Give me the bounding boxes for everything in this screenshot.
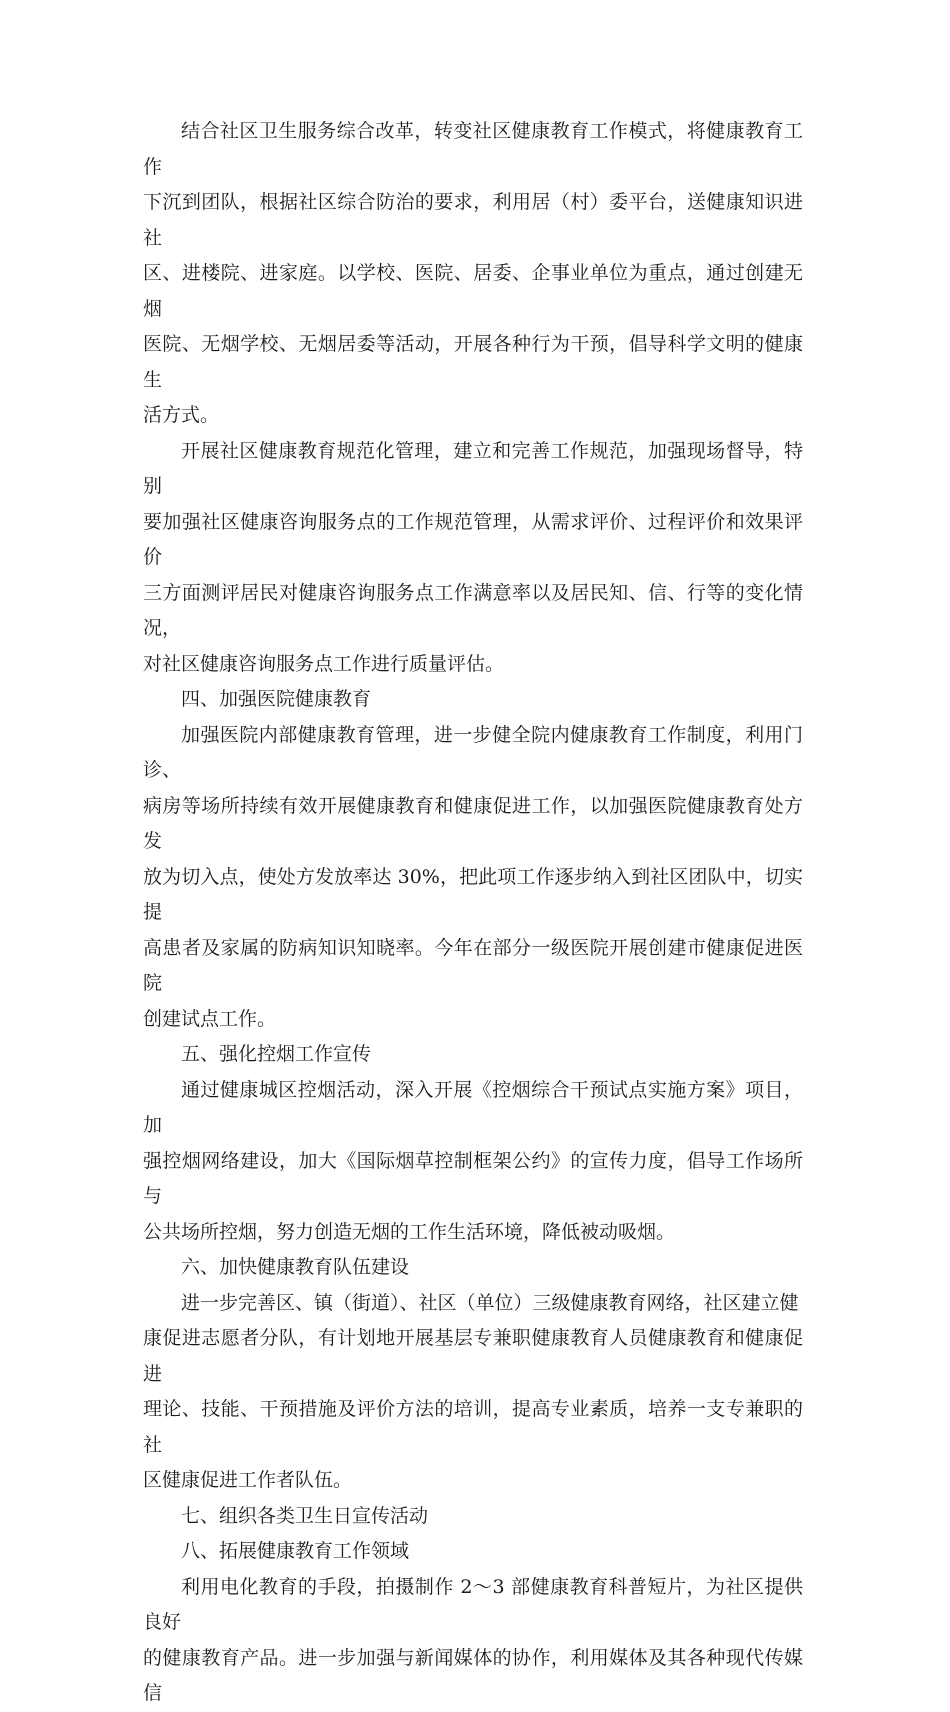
paragraph-expand-fields: 利用电化教育的手段，拍摄制作 2～3 部健康教育科普短片，为社区提供良好 的健康教育产品。进一步加强与新闻媒体的协作，利用媒体及其各种现代传媒信	[143, 1575, 803, 1704]
section-heading-expand-fields: 八、拓展健康教育工作领域	[181, 1540, 410, 1562]
section-heading-health-day-campaigns: 七、组织各类卫生日宣传活动	[181, 1504, 429, 1527]
section-heading-hospital-education: 四、加强医院健康教育	[181, 688, 372, 710]
document-body	[143, 114, 803, 1712]
paragraph-team-building: 进一步完善区、镇（街道）、社区（单位）三级健康教育网络，社区建立健 康促进志愿者分队，有计划地开展基层专兼职健康教育人员健康教育和健康促进 理论、技能、干预措施及评价方法的培训，提高专业素质，培养一支专兼职的社 区健康促进工作者队伍。	[143, 1291, 803, 1491]
paragraph-community-reform: 结合社区卫生服务综合改革，转变社区健康教育工作模式，将健康教育工作 下沉到团队，根据社区综合防治的要求，利用居（村）委平台，送健康知识进社 区、进楼院、进家庭。以学校、医院、居委、企事业单位为重点，通过创建无烟 医院、无烟学校、无烟居委等活动，开展各种行为干预，倡导科学文明的健康生 活方式。	[143, 120, 803, 426]
section-heading-team-building: 六、加快健康教育队伍建设	[181, 1256, 410, 1278]
section-heading-tobacco-control: 五、强化控烟工作宣传	[181, 1043, 372, 1065]
paragraph-hospital-education: 加强医院内部健康教育管理，进一步健全院内健康教育工作制度，利用门诊、 病房等场所持续有效开展健康教育和健康促进工作，以加强医院健康教育处方发 放为切入点，使处方发放率达 30%，把此项工作逐步纳入到社区团队中，切实提 高患者及家属的防病知识知晓率。今年在部分一级医院开展创建市健康促进医院 创建试点工作。	[143, 723, 803, 1030]
paragraph-tobacco-control: 通过健康城区控烟活动，深入开展《控烟综合干预试点实施方案》项目，加 强控烟网络建设，加大《国际烟草控制框架公约》的宣传力度，倡导工作场所与 公共场所控烟，努力创造无烟的工作生活环境，降低被动吸烟。	[143, 1078, 803, 1243]
paragraph-community-management: 开展社区健康教育规范化管理，建立和完善工作规范，加强现场督导，特别 要加强社区健康咨询服务点的工作规范管理，从需求评价、过程评价和效果评价 三方面测评居民对健康咨询服务点工作满意率以及居民知、信、行等的变化情况， 对社区健康咨询服务点工作进行质量评估。	[143, 439, 803, 675]
